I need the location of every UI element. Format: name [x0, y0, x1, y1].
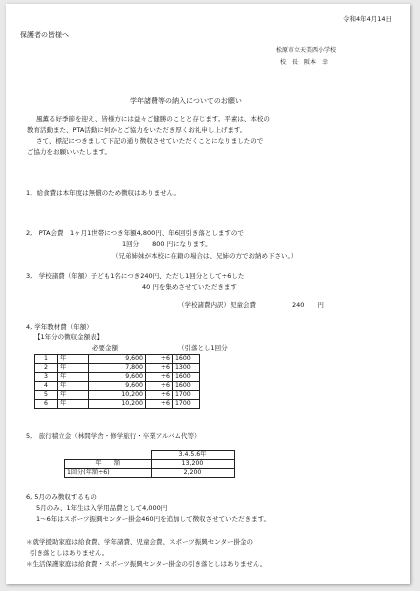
item2-pta-line-2: 1回分 800 円になります。	[122, 240, 212, 248]
travel-row-label: 1回分(年額÷6)	[65, 469, 152, 478]
note-line-2: 引き落としはありません。	[30, 549, 109, 557]
grade-unit-cell: 年	[58, 391, 89, 400]
grade-unit-cell: 年	[58, 364, 89, 373]
item6-line-1: 5月のみ、1年生は入学用品費として4,000円	[36, 504, 168, 512]
date: 令和4年4月14日	[342, 15, 392, 23]
item6-heading: 6, 5月のみ徴収するもの	[26, 493, 97, 501]
installment-cell: 1700	[173, 391, 200, 400]
intro-line-4: ご協力をお願いいたします。	[27, 148, 111, 156]
item3-detail-value: 240 円	[292, 301, 324, 309]
item3-fees-line-1: 3, 学校諸費（年額）子ども1名につき240円、ただし1回分として÷6した	[26, 272, 245, 280]
grade-cell: 6	[35, 400, 58, 409]
amount-cell: 9,600	[89, 355, 146, 364]
travel-col-header: 3.4.5.6年	[151, 451, 234, 460]
table-row	[35, 355, 200, 364]
intro-line-1: 風薫る好季節を迎え、皆様方には益々ご健勝のことと存じます。平素は、本校の	[36, 115, 270, 123]
table-row	[65, 451, 235, 460]
item6-line-2: 1～6年はスポーツ振興センター掛金460円を追加して徴収させていただきます。	[36, 515, 271, 523]
table-row	[35, 382, 200, 391]
table-row	[35, 373, 200, 382]
item4-col-installment: （引落とし1回分	[178, 344, 228, 352]
item2-pta-line-3: （兄弟姉妹が本校に在籍の場合は、兄姉の方でお納め下さい。）	[112, 252, 298, 260]
divisor-cell: ÷6	[146, 364, 173, 373]
grade-fee-table	[34, 354, 200, 409]
item5-heading: 5, 旅行積立金（林間学舎・修学旅行・卒業アルバム代等）	[26, 432, 201, 440]
grade-unit-cell: 年	[58, 400, 89, 409]
sender-principal: 校 長 阪本 幸	[280, 59, 329, 66]
note-line-1: ＊就学援助家庭は給食費、学年諸費、児童会費、スポーツ振興センター掛金の	[26, 538, 253, 546]
table-row	[65, 469, 235, 478]
installment-cell: 1600	[173, 355, 200, 364]
table-row	[35, 364, 200, 373]
note-line-3: ＊生活保護家庭は給食費・スポーツ振興センター掛金の引き落としはありません。	[26, 560, 267, 568]
item2-pta-line-1: 2, PTA会費 1ヶ月1世帯につき年額4,800円、年6回引き落としますので	[26, 229, 244, 237]
document-title: 学年諸費等の納入についてのお願い	[130, 97, 242, 105]
item4-col-amount: 必要金額	[92, 344, 118, 352]
travel-row-value: 13,200	[151, 460, 234, 469]
empty-header-cell	[65, 451, 152, 460]
table-row	[65, 460, 235, 469]
grade-cell: 2	[35, 364, 58, 373]
travel-row-value: 2,200	[151, 469, 234, 478]
amount-cell: 9,600	[89, 382, 146, 391]
divisor-cell: ÷6	[146, 400, 173, 409]
grade-cell: 3	[35, 373, 58, 382]
travel-row-label: 年 額	[65, 460, 152, 469]
amount-cell: 10,200	[89, 400, 146, 409]
grade-unit-cell: 年	[58, 373, 89, 382]
divisor-cell: ÷6	[146, 391, 173, 400]
travel-fund-table	[64, 450, 235, 478]
intro-line-3: さて、標記につきまして下記の通り徴収させていただくことになりましたので	[36, 137, 264, 145]
installment-cell: 1300	[173, 364, 200, 373]
amount-cell: 9,600	[89, 373, 146, 382]
grade-unit-cell: 年	[58, 355, 89, 364]
item4-subheading: 【1年分の徴収金額表】	[34, 333, 104, 341]
grade-cell: 1	[35, 355, 58, 364]
table-row	[35, 391, 200, 400]
divisor-cell: ÷6	[146, 355, 173, 364]
item1-lunch: 1．給食費は本年度は無償のため徴収はありません。	[26, 189, 181, 197]
amount-cell: 10,200	[89, 391, 146, 400]
amount-cell: 7,800	[89, 364, 146, 373]
grade-unit-cell: 年	[58, 382, 89, 391]
installment-cell: 1600	[173, 382, 200, 391]
table-row	[35, 400, 200, 409]
grade-cell: 5	[35, 391, 58, 400]
installment-cell: 1700	[173, 400, 200, 409]
divisor-cell: ÷6	[146, 382, 173, 391]
divisor-cell: ÷6	[146, 373, 173, 382]
document-page	[6, 4, 410, 584]
item3-fees-line-2: 40 円を集めさせていただきます	[142, 283, 237, 291]
intro-line-2: 教育活動また、PTA活動に何かとご協力をいただき厚くお礼申し上げます。	[27, 126, 247, 134]
grade-cell: 4	[35, 382, 58, 391]
installment-cell: 1600	[173, 373, 200, 382]
item4-heading: 4, 学年教材費（年額）	[26, 323, 93, 331]
sender-school: 松原市立天美西小学校	[276, 47, 337, 54]
item3-detail-label: （学校諸費内訳）児童会費	[178, 301, 256, 309]
addressee: 保護者の皆様へ	[20, 31, 69, 39]
